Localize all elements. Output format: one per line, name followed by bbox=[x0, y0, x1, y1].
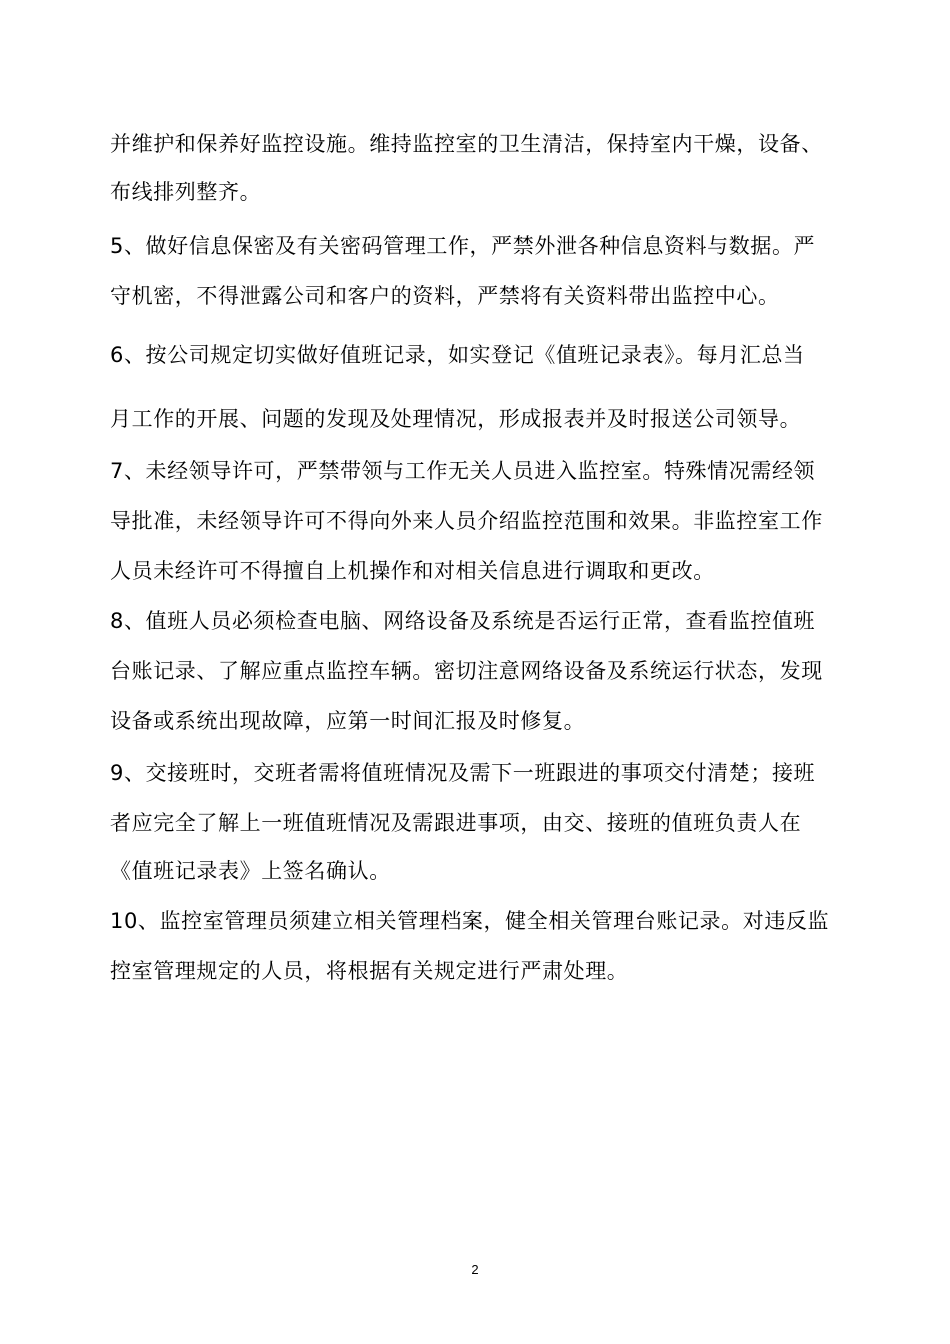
text-line: 控室管理规定的人员，将根据有关规定进行严肃处理。 bbox=[110, 959, 629, 983]
page-number: 2 bbox=[471, 1262, 479, 1277]
text-line: 8、值班人员必须检查电脑、网络设备及系统是否运行正常，查看监控值班 bbox=[110, 609, 816, 633]
text-line: 9、交接班时，交班者需将值班情况及需下一班跟进的事项交付清楚；接班 bbox=[110, 761, 816, 785]
text-line: 月工作的开展、问题的发现及处理情况，形成报表并及时报送公司领导。 bbox=[110, 407, 802, 431]
text-line: 6、按公司规定切实做好值班记录，如实登记《值班记录表》。每月汇总当 bbox=[110, 343, 805, 367]
text-line: 设备或系统出现故障，应第一时间汇报及时修复。 bbox=[110, 709, 586, 733]
text-line: 者应完全了解上一班值班情况及需跟进事项，由交、接班的值班负责人在 bbox=[110, 811, 802, 835]
text-line: 导批准，未经领导许可不得向外来人员介绍监控范围和效果。非监控室工作 bbox=[110, 509, 823, 533]
text-line: 布线排列整齐。 bbox=[110, 180, 262, 204]
text-line: 守机密，不得泄露公司和客户的资料，严禁将有关资料带出监控中心。 bbox=[110, 284, 780, 308]
text-line: 10、监控室管理员须建立相关管理档案，健全相关管理台账记录。对违反监 bbox=[110, 909, 830, 933]
text-line: 台账记录、了解应重点监控车辆。密切注意网络设备及系统运行状态，发现 bbox=[110, 659, 823, 683]
text-line: 并维护和保养好监控设施。维持监控室的卫生清洁，保持室内干燥，设备、 bbox=[110, 132, 823, 156]
text-line: 人员未经许可不得擅自上机操作和对相关信息进行调取和更改。 bbox=[110, 559, 715, 583]
text-line: 7、未经领导许可，严禁带领与工作无关人员进入监控室。特殊情况需经领 bbox=[110, 459, 816, 483]
text-line: 《值班记录表》上签名确认。 bbox=[110, 859, 391, 883]
text-line: 5、做好信息保密及有关密码管理工作，严禁外泄各种信息资料与数据。严 bbox=[110, 234, 816, 258]
